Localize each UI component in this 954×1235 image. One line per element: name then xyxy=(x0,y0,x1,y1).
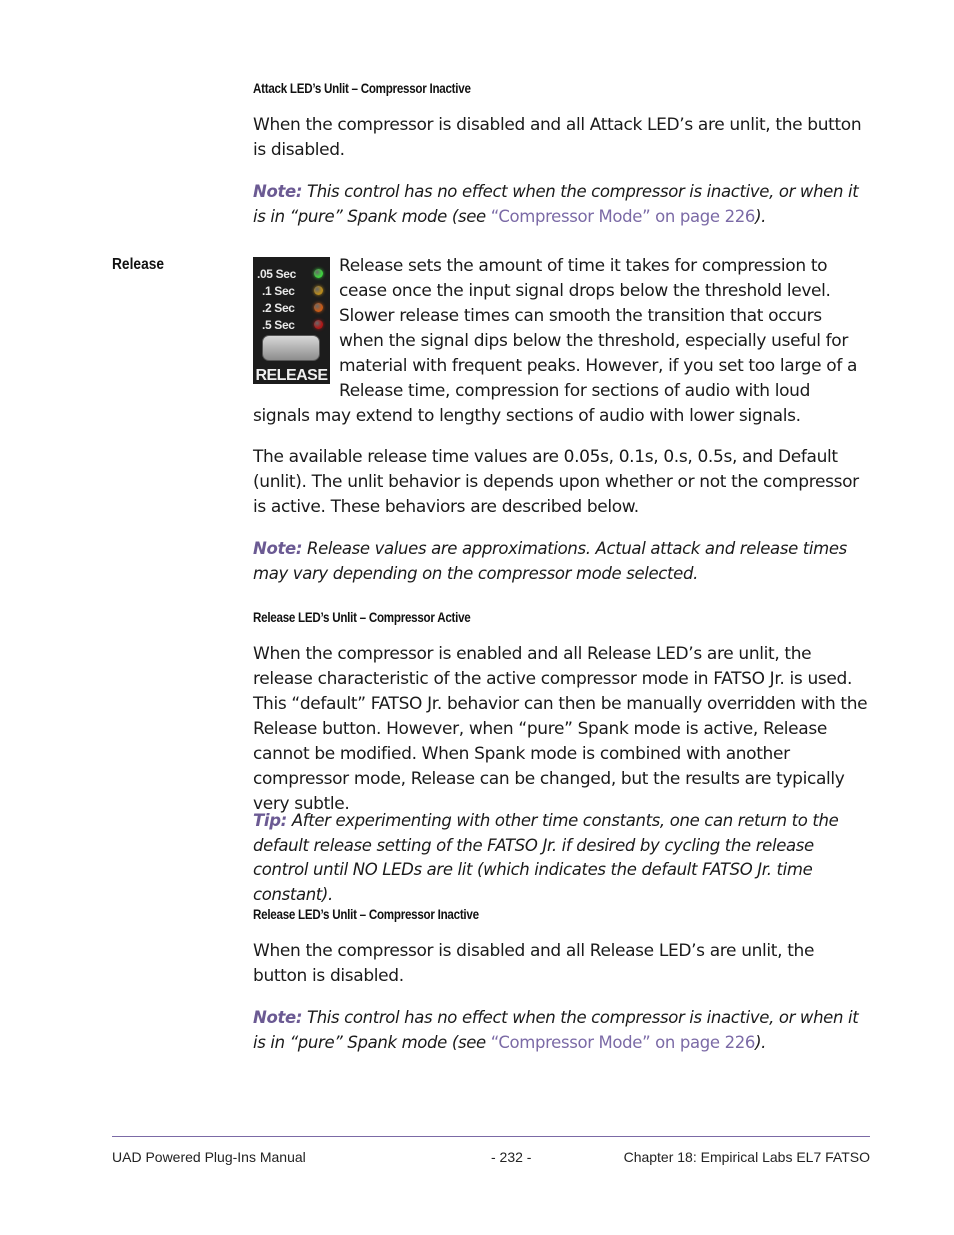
compressor-mode-link[interactable]: “Compressor Mode” on page 226 xyxy=(490,206,756,226)
release-button-label: RELEASE xyxy=(255,367,328,384)
release-body-text: Release sets the amount of time it takes for compression to cease once the input signal drops below the threshold level. Slower release times can smooth the transition that occurs when the signal dips below the threshold, especially useful for material with frequent peaks. However, if you set too large of a Release time, compression for sections of audio with loud signals may extend to lengthy sections of audio with lower signals. xyxy=(253,256,858,426)
release-inactive-note xyxy=(253,1006,871,1055)
note-label: Note: xyxy=(253,182,303,201)
attack-inactive-note xyxy=(253,180,871,229)
led-indicator xyxy=(314,269,323,278)
note-label: Note: xyxy=(253,1008,303,1027)
compressor-mode-link[interactable]: “Compressor Mode” on page 226 xyxy=(490,1032,756,1052)
tip-label: Tip: xyxy=(253,811,287,830)
note-text: This control has no effect when the compressor is inactive, or when it is in “pure” Spank mode (see xyxy=(253,1008,859,1052)
release-inactive-paragraph: When the compressor is disabled and all Release LED’s are unlit, the button is disabled. xyxy=(253,941,815,986)
release-led-label: .5 Sec xyxy=(262,318,295,332)
led-indicator xyxy=(314,286,323,295)
note-text: This control has no effect when the compressor is inactive, or when it is in “pure” Spank mode (see xyxy=(253,182,859,226)
attack-inactive-paragraph: When the compressor is disabled and all Attack LED’s are unlit, the button is disabled. xyxy=(253,115,862,160)
subheading-attack-unlit-inactive: Attack LED’s Unlit – Compressor Inactive xyxy=(253,81,471,96)
release-section-heading: Release xyxy=(112,256,165,273)
subheading-release-unlit-inactive: Release LED’s Unlit – Compressor Inactive xyxy=(253,907,479,922)
footer-rule xyxy=(112,1136,870,1137)
release-note xyxy=(253,537,871,586)
release-intro-paragraph xyxy=(253,254,871,429)
release-led-label: .2 Sec xyxy=(262,301,295,315)
note-end: ). xyxy=(755,1032,767,1052)
release-led-1 xyxy=(262,283,325,299)
release-values-paragraph: The available release time values are 0.05s, 0.1s, 0.s, 0.5s, and Default (unlit). The unlit behavior is depends upon whether or not the compressor is active. These behaviors are described below. xyxy=(253,447,859,517)
led-indicator xyxy=(314,303,323,312)
note-text: Release values are approximations. Actual attack and release times may vary depending on the compressor mode selected. xyxy=(253,539,847,583)
release-active-paragraph: When the compressor is enabled and all Release LED’s are unlit, the release characteristic of the active compressor mode in FATSO Jr. is used. This “default” FATSO Jr. behavior can then be manually overridden with the Release button. However, when “pure” Spank mode is active, Release cannot be modified. When Spank mode is combined with another compressor mode, Release can be changed, but the results are typically very subtle. xyxy=(253,644,868,814)
release-led-label: .05 Sec xyxy=(257,267,296,281)
footer-chapter-title: Chapter 18: Empirical Labs EL7 FATSO xyxy=(623,1149,870,1165)
release-button-graphic xyxy=(262,335,320,361)
note-end: ). xyxy=(755,206,767,226)
footer-manual-title: UAD Powered Plug-Ins Manual xyxy=(112,1149,306,1165)
led-indicator xyxy=(314,320,323,329)
footer-page-number: - 232 - xyxy=(491,1149,532,1165)
note-label: Note: xyxy=(253,539,303,558)
tip-text: After experimenting with other time constants, one can return to the default release setting of the FATSO Jr. if desired by cycling the release control until NO LEDs are lit (which indicates the default FATSO Jr. time constant). xyxy=(253,811,839,904)
release-led-2 xyxy=(262,300,325,316)
release-led-label: .1 Sec xyxy=(262,284,295,298)
subheading-release-unlit-active: Release LED’s Unlit – Compressor Active xyxy=(253,610,471,625)
release-button-image xyxy=(253,257,330,384)
release-led-5 xyxy=(262,317,325,333)
release-led-05 xyxy=(257,266,325,282)
release-tip xyxy=(253,809,871,907)
